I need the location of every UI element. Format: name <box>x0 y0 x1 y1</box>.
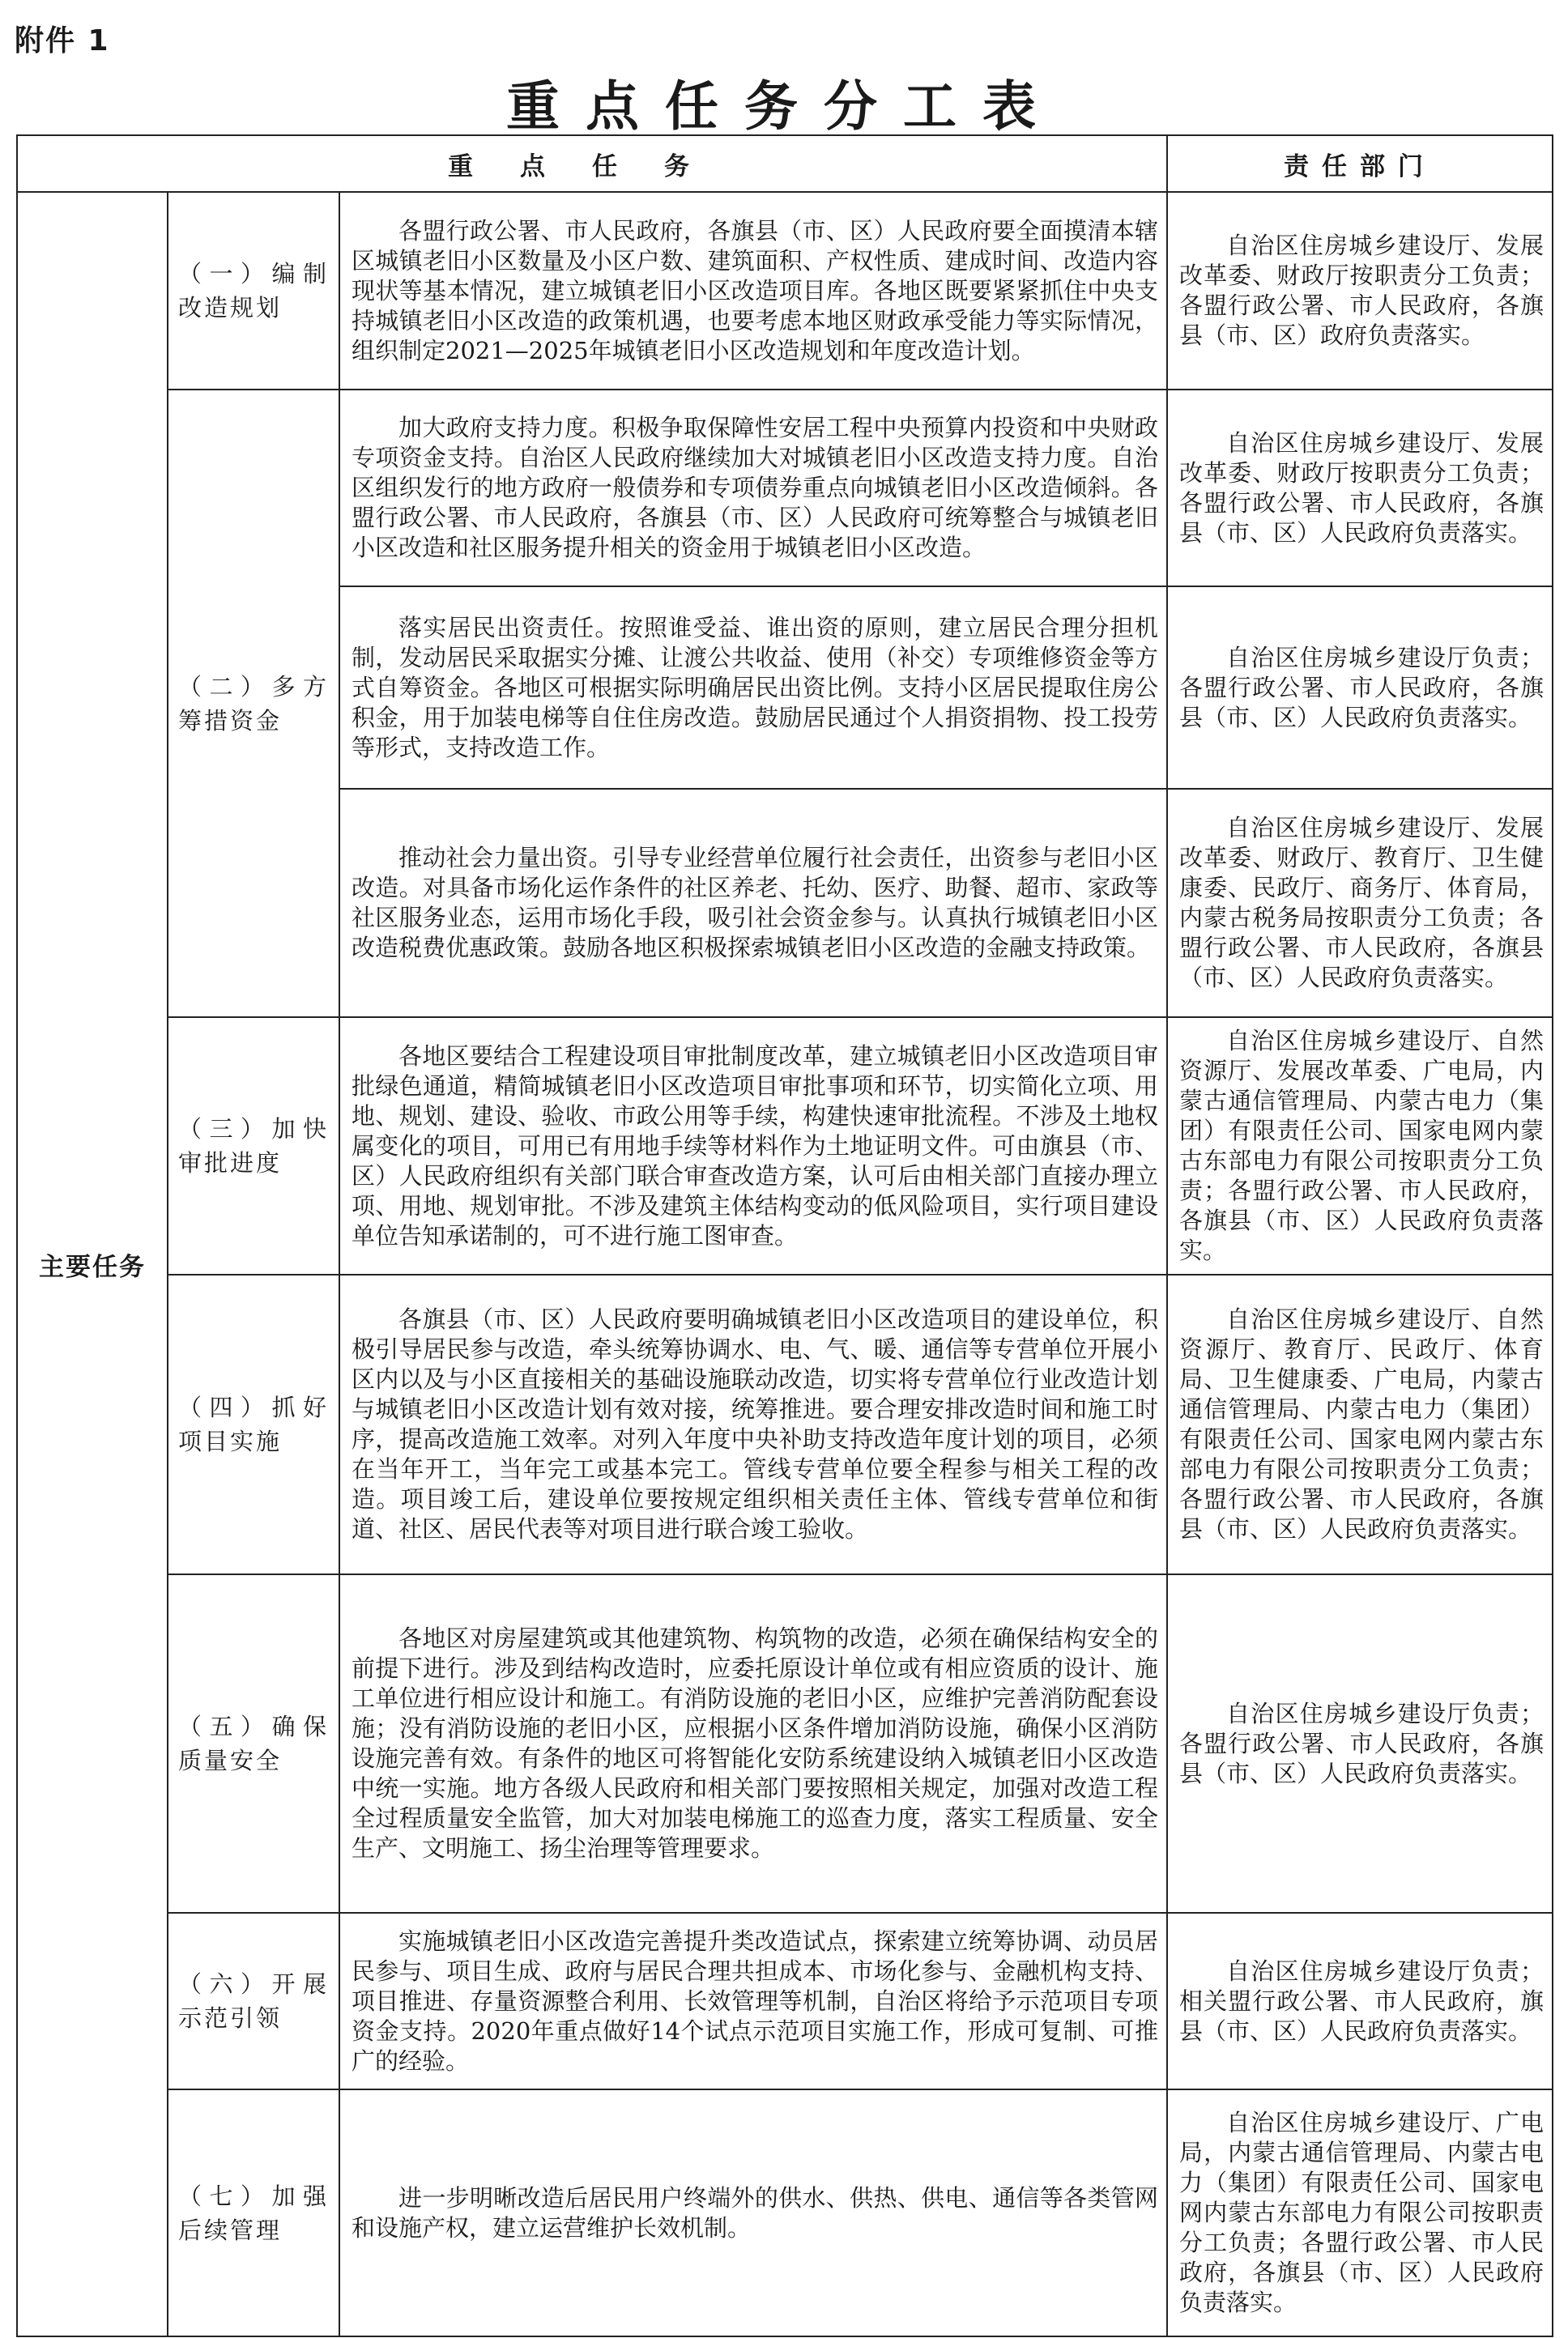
department-cell: 自治区住房城乡建设厅、自然资源厅、教育厅、民政厅、体育局、卫生健康委、广电局，内蒙古通信管理局、内蒙古电力（集团）有限责任公司、国家电网内蒙古东部电力有限公司按职责分工负责；各盟行政公署、市人民政府，各旗县（市、区）人民政府负责落实。 <box>1167 1275 1553 1574</box>
task-cell: 推动社会力量出资。引导专业经营单位履行社会责任，出资参与老旧小区改造。对具备市场化运作条件的社区养老、托幼、医疗、助餐、超市、家政等社区服务业态，运用市场化手段，吸引社会资金参与。认真执行城镇老旧小区改造税费优惠政策。鼓励各地区积极探索城镇老旧小区改造的金融支持政策。 <box>339 789 1167 1017</box>
department-cell: 自治区住房城乡建设厅、发展改革委、财政厅按职责分工负责；各盟行政公署、市人民政府，各旗县（市、区）政府负责落实。 <box>1167 192 1553 390</box>
department-cell: 自治区住房城乡建设厅负责；各盟行政公署、市人民政府，各旗县（市、区）人民政府负责落实。 <box>1167 1574 1553 1913</box>
task-cell: 各地区对房屋建筑或其他建筑物、构筑物的改造，必须在确保结构安全的前提下进行。涉及到结构改造时，应委托原设计单位或有相应资质的设计、施工单位进行相应设计和施工。有消防设施的老旧小区，应维护完善消防配套设施；没有消防设施的老旧小区，应根据小区条件增加消防设施，确保小区消防设施完善有效。有条件的地区可将智能化安防系统建设纳入城镇老旧小区改造中统一实施。地方各级人民政府和相关部门要按照相关规定，加强对改造工程全过程质量安全监管，加大对加装电梯施工的巡查力度，落实工程质量、安全生产、文明施工、扬尘治理等管理要求。 <box>339 1574 1167 1913</box>
task-division-table <box>16 134 1553 2337</box>
task-cell: 各旗县（市、区）人民政府要明确城镇老旧小区改造项目的建设单位，积极引导居民参与改造，牵头统筹协调水、电、气、暖、通信等专营单位开展小区内以及与小区直接相关的基础设施联动改造，切实将专营单位行业改造计划与城镇老旧小区改造计划有效对接，统筹推进。要合理安排改造时间和施工时序，提高改造施工效率。对列入年度中央补助支持改造年度计划的项目，必须在当年开工，当年完工或基本完工。管线专营单位要全程参与相关工程的改造。项目竣工后，建设单位要按规定组织相关责任主体、管线专营单位和街道、社区、居民代表等对项目进行联合竣工验收。 <box>339 1275 1167 1574</box>
subtask-label: （二）多方筹措资金 <box>168 390 339 1017</box>
task-cell: 落实居民出资责任。按照谁受益、谁出资的原则，建立居民合理分担机制，发动居民采取据实分摊、让渡公共收益、使用（补交）专项维修资金等方式自筹资金。各地区可根据实际明确居民出资比例。支持小区居民提取住房公积金，用于加装电梯等自住住房改造。鼓励居民通过个人捐资捐物、投工投劳等形式，支持改造工作。 <box>339 586 1167 789</box>
subtask-label: （三）加快审批进度 <box>168 1017 339 1275</box>
table-row <box>17 1574 1553 1913</box>
subtask-label: （七）加强后续管理 <box>168 2089 339 2336</box>
table-row <box>17 390 1553 586</box>
column-header-department: 责任部门 <box>1167 135 1553 192</box>
department-cell: 自治区住房城乡建设厅、广电局，内蒙古通信管理局、内蒙古电力（集团）有限责任公司、国家电网内蒙古东部电力有限公司按职责分工负责；各盟行政公署、市人民政府，各旗县（市、区）人民政府负责落实。 <box>1167 2089 1553 2336</box>
table-row <box>17 192 1553 390</box>
page-title: 重点任务分工表 <box>506 75 1062 138</box>
task-cell: 各地区要结合工程建设项目审批制度改革，建立城镇老旧小区改造项目审批绿色通道，精简城镇老旧小区改造项目审批事项和环节，切实简化立项、用地、规划、建设、验收、市政公用等手续，构建快速审批流程。不涉及土地权属变化的项目，可用已有用地手续等材料作为土地证明文件。可由旗县（市、区）人民政府组织有关部门联合审查改造方案，认可后由相关部门直接办理立项、用地、规划审批。不涉及建筑主体结构变动的低风险项目，实行项目建设单位告知承诺制的，可不进行施工图审查。 <box>339 1017 1167 1275</box>
department-cell: 自治区住房城乡建设厅、发展改革委、财政厅、教育厅、卫生健康委、民政厅、商务厅、体育局，内蒙古税务局按职责分工负责；各盟行政公署、市人民政府，各旗县（市、区）人民政府负责落实。 <box>1167 789 1553 1017</box>
table-row <box>17 2089 1553 2336</box>
subtask-label: （五）确保质量安全 <box>168 1574 339 1913</box>
department-cell: 自治区住房城乡建设厅负责；相关盟行政公署、市人民政府，旗县（市、区）人民政府负责落实。 <box>1167 1913 1553 2089</box>
task-cell: 实施城镇老旧小区改造完善提升类改造试点，探索建立统筹协调、动员居民参与、项目生成、政府与居民合理共担成本、市场化参与、金融机构支持、项目推进、存量资源整合利用、长效管理等机制，自治区将给予示范项目专项资金支持。2020年重点做好14个试点示范项目实施工作，形成可复制、可推广的经验。 <box>339 1913 1167 2089</box>
column-header-task: 重点任务 <box>17 135 1167 192</box>
main-category-cell: 主要任务 <box>17 192 168 2336</box>
department-cell: 自治区住房城乡建设厅、自然资源厅、发展改革委、广电局，内蒙古通信管理局、内蒙古电力（集团）有限责任公司、国家电网内蒙古东部电力有限公司按职责分工负责；各盟行政公署、市人民政府，各旗县（市、区）人民政府负责落实。 <box>1167 1017 1553 1275</box>
table-row <box>17 1275 1553 1574</box>
task-cell: 加大政府支持力度。积极争取保障性安居工程中央预算内投资和中央财政专项资金支持。自治区人民政府继续加大对城镇老旧小区改造支持力度。自治区组织发行的地方政府一般债券和专项债券重点向城镇老旧小区改造倾斜。各盟行政公署、市人民政府，各旗县（市、区）人民政府可统筹整合与城镇老旧小区改造和社区服务提升相关的资金用于城镇老旧小区改造。 <box>339 390 1167 586</box>
department-cell: 自治区住房城乡建设厅、发展改革委、财政厅按职责分工负责；各盟行政公署、市人民政府，各旗县（市、区）人民政府负责落实。 <box>1167 390 1553 586</box>
table-row <box>17 1017 1553 1275</box>
task-cell: 各盟行政公署、市人民政府，各旗县（市、区）人民政府要全面摸清本辖区城镇老旧小区数量及小区户数、建筑面积、产权性质、建成时间、改造内容现状等基本情况，建立城镇老旧小区改造项目库。各地区既要紧紧抓住中央支持城镇老旧小区改造的政策机遇，也要考虑本地区财政承受能力等实际情况，组织制定2021—2025年城镇老旧小区改造规划和年度改造计划。 <box>339 192 1167 390</box>
attachment-label: 附件 1 <box>15 24 110 57</box>
table-header-row <box>17 135 1553 192</box>
subtask-label: （四）抓好项目实施 <box>168 1275 339 1574</box>
task-cell: 进一步明晰改造后居民用户终端外的供水、供热、供电、通信等各类管网和设施产权，建立运营维护长效机制。 <box>339 2089 1167 2336</box>
subtask-label: （六）开展示范引领 <box>168 1913 339 2089</box>
department-cell: 自治区住房城乡建设厅负责；各盟行政公署、市人民政府，各旗县（市、区）人民政府负责落实。 <box>1167 586 1553 789</box>
table-row <box>17 1913 1553 2089</box>
subtask-label: （一）编制改造规划 <box>168 192 339 390</box>
